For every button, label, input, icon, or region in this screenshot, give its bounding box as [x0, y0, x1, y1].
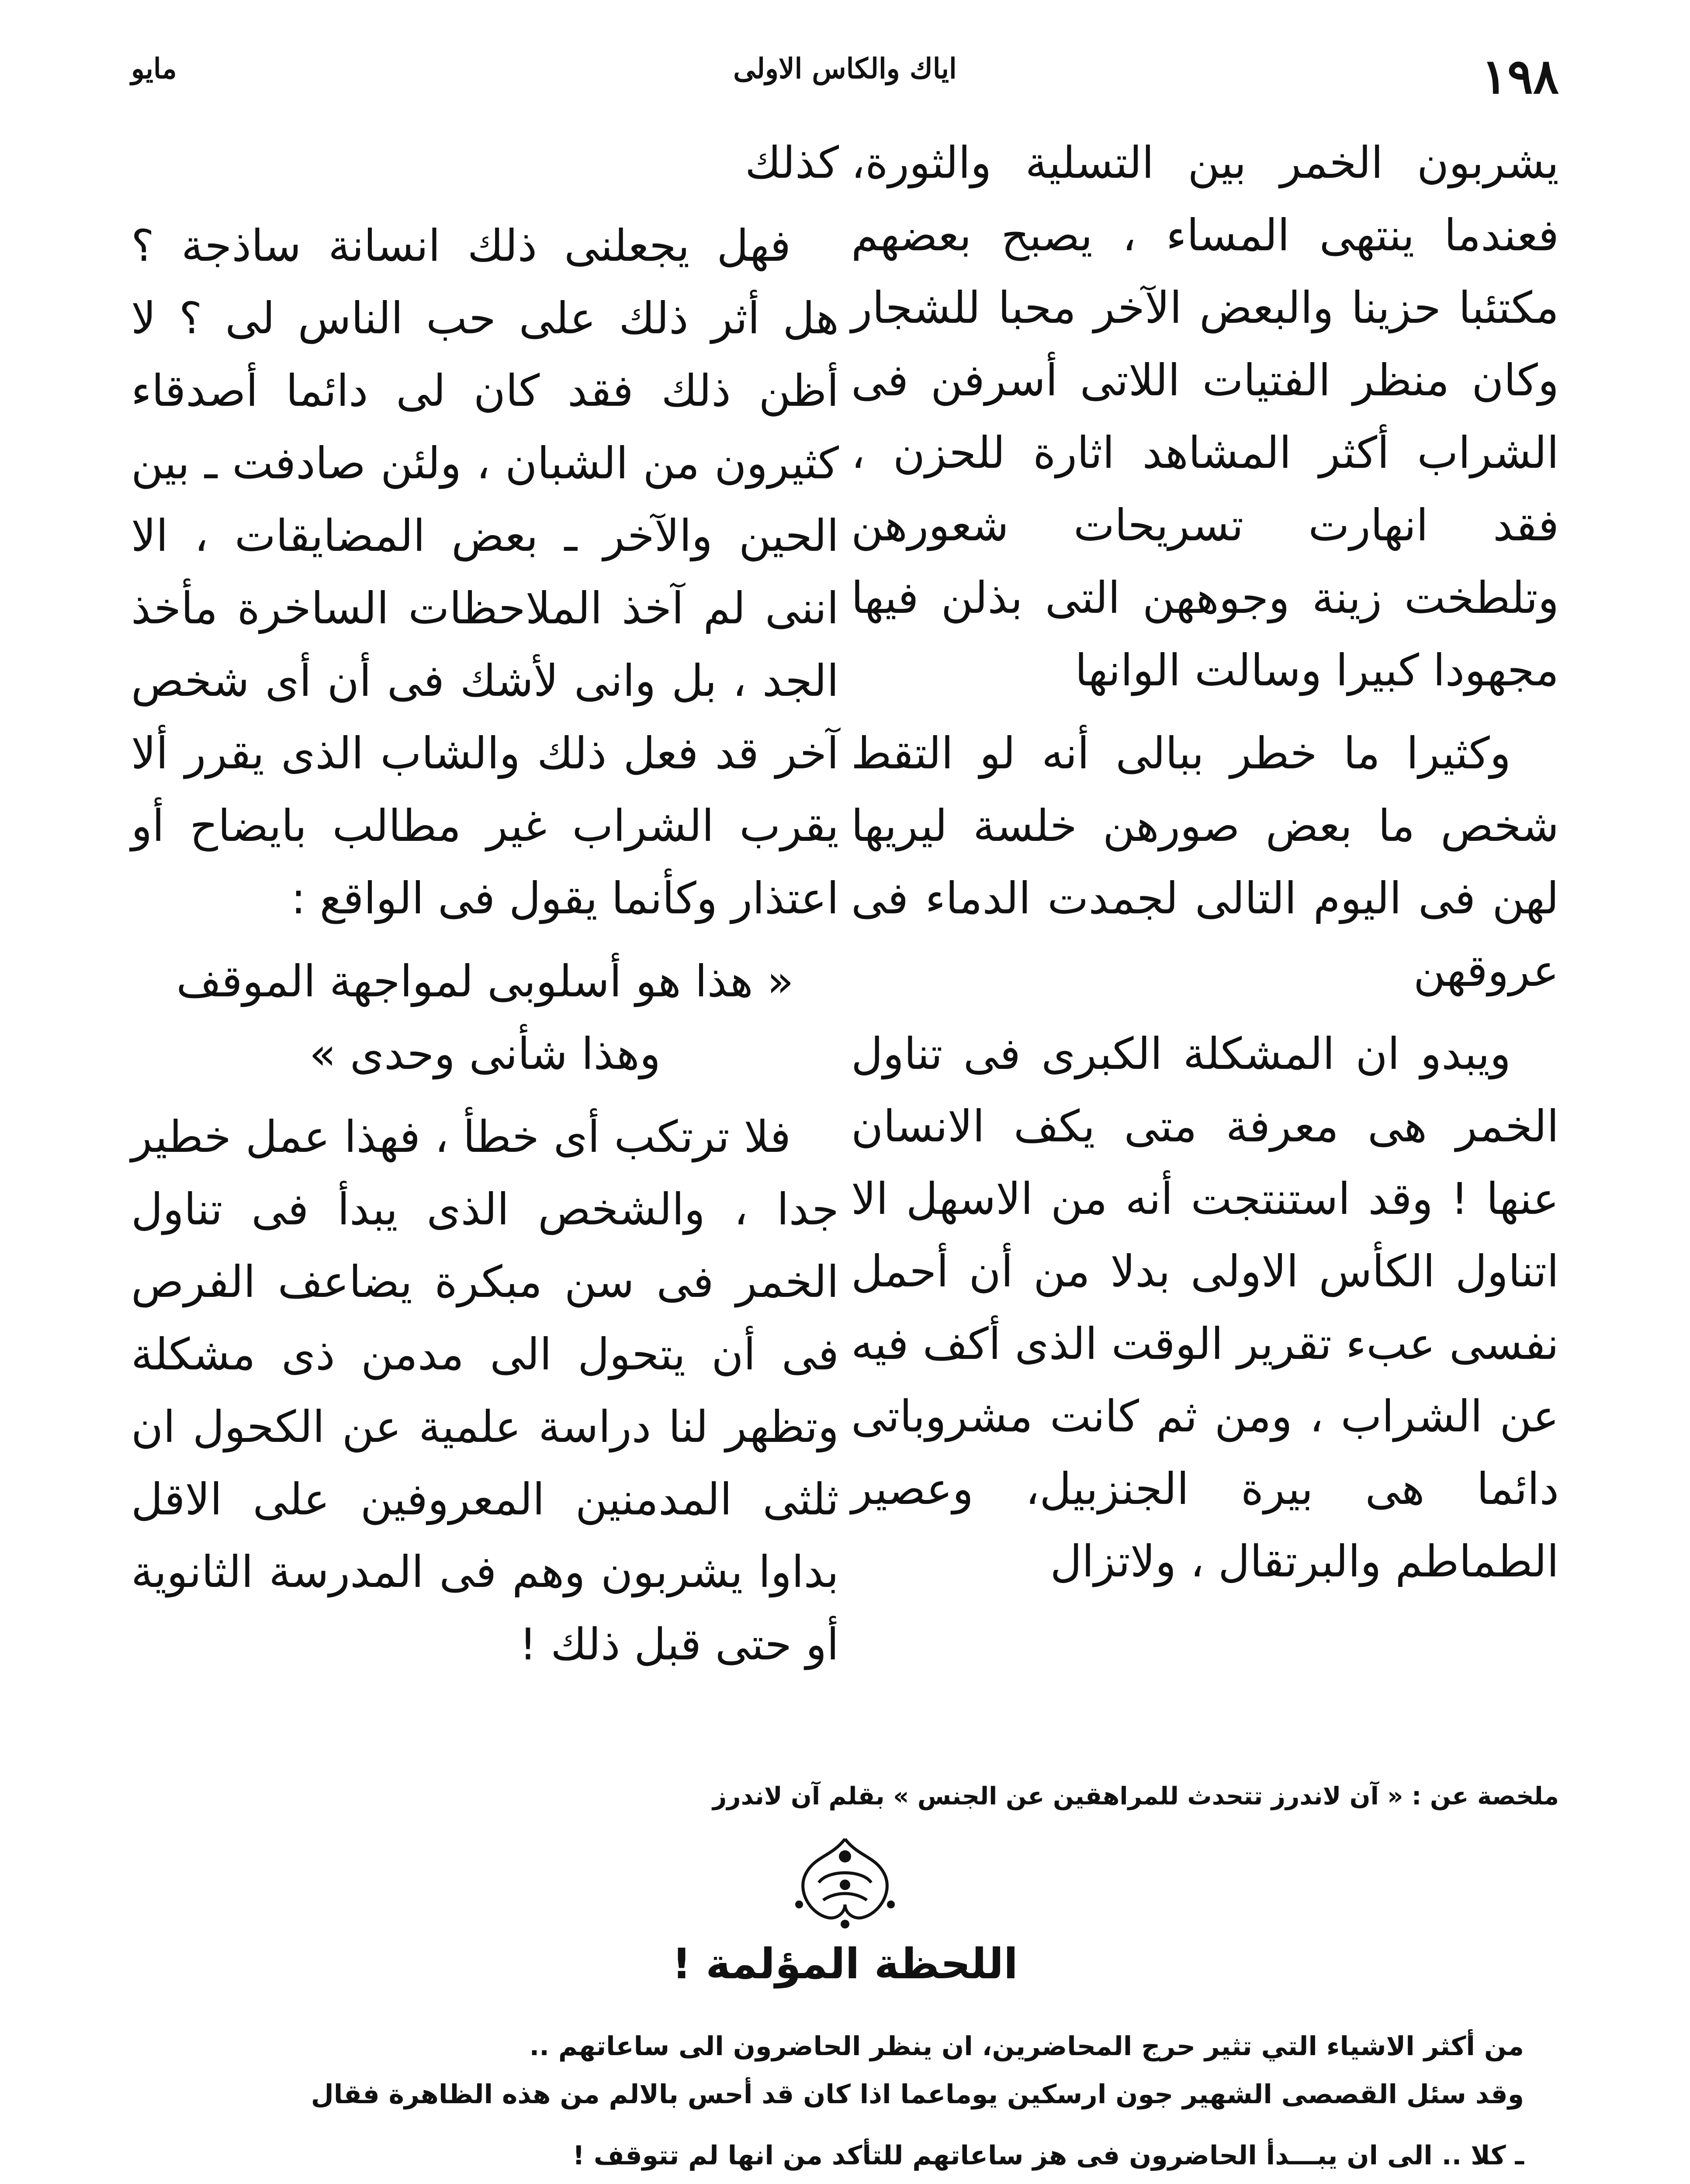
- page-header: [131, 48, 1559, 109]
- paragraph: ويبدو ان المشكلة الكبرى فى تناول الخمر هى معرفة متى يكف الانسان عنها ! وقد استنتجت أنه من الاسهل الا اتناول الكأس الاولى بدلا من أن أحمل نفسى عبء تقرير الوقت الذى أكف فيه عن الشراب ، ومن ثم كانت مشروباتى دائما هى بيرة الجنزبيل، وعصير الطماطم والبرتقال ، ولاتزال: [851, 1028, 1559, 1587]
- left-column: [131, 127, 839, 1769]
- paragraph: فلا ترتكب أى خطأ ، فهذا عمل خطير جدا ، والشخص الذى يبدأ فى تناول الخمر فى سن مبكرة يضاعف الفرص فى أن يتحول الى مدمن ذى مشكلة وتظهر لنا دراسة علمية عن الكحول ان ثلثى المدمنين المعروفين على الاقل بداوا يشربون وهم فى المدرسة الثانوية أو حتى قبل ذلك !: [131, 1111, 839, 1670]
- anecdote-punchline: ـ كلا .. الى ان يبـــدأ الحاضرون فى هز ساعاتهم للتأكد من انها لم تتوقف !: [572, 2140, 1524, 2171]
- anecdote-line: وقد سئل القصصى الشهير جون ارسكين يوماعما اذا كان قد أحس بالالم من هذه الظاهرة فقال: [311, 2079, 1524, 2110]
- source-attribution: ملخصة عن : « آن لاندرز تتحدث للمراهقين عن الجنس » بقلم آن لاندرز: [712, 1782, 1559, 1811]
- pull-quote: « هذا هو أسلوبى لمواجهة الموقف وهذا شأنى وحدى »: [176, 956, 794, 1079]
- paragraph: وكثيرا ما خطر ببالى أنه لو التقط شخص ما بعض صورهن خلسة ليريها لهن فى اليوم التالى لجمدت الدماء فى عروقهن: [851, 728, 1559, 996]
- box-title: اللحظة المؤلمة !: [672, 1939, 1018, 1988]
- paragraph: فهل يجعلنى ذلك انسانة ساذجة ؟ هل أثر ذلك على حب الناس لى ؟ لا أظن ذلك فقد كان لى دائما أصدقاء كثيرون من الشبان ، ولئن صادفت ـ بين الحين والآخر ـ بعض المضايقات ، الا اننى لم آخذ الملاحظات الساخرة مأخذ الجد ، بل وانى لأشك فى أن أى شخص آخر قد فعل ذلك والشاب الذى يقرر ألا يقرب الشراب غير مطالب بايضاح أو اعتذار وكأنما يقول فى الواقع :: [131, 220, 839, 924]
- anecdote-box: [131, 2022, 1524, 2180]
- paragraph: كذلك: [745, 137, 839, 188]
- ornament-icon: [779, 1830, 911, 1931]
- anecdote-line: من أكثر الاشياء التي تثير حرج المحاضرين، ان ينظر الحاضرون الى ساعاتهم ..: [529, 2031, 1524, 2062]
- page-number: ١٩٨: [1481, 48, 1559, 104]
- paragraph: يشربون الخمر بين التسلية والثورة، فعندما ينتهى المساء ، يصبح بعضهم مكتئبا حزينا والبعض الآخر محبا للشجار وكان منظر الفتيات اللاتى أسرفن فى الشراب أكثر المشاهد اثارة للحزن ، فقد انهارت تسريحات شعورهن وتلطخت زينة وجوههن التى بذلن فيها مجهودا كبيرا وسالت الوانها: [851, 137, 1559, 696]
- running-title: اياك والكاس الاولى: [733, 52, 957, 85]
- issue-month: مايو: [131, 52, 177, 85]
- right-column: [851, 127, 1559, 1769]
